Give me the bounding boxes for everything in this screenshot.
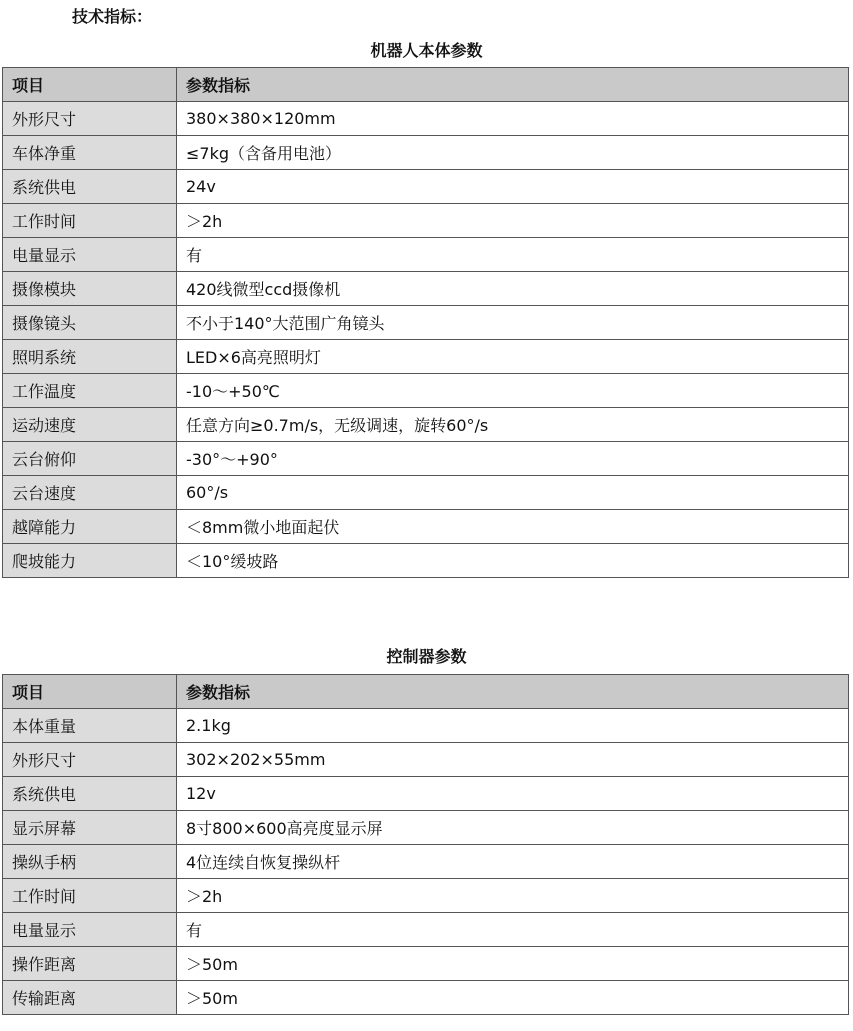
table-row	[3, 981, 849, 1015]
row-value-cell: 24v	[177, 170, 849, 204]
row-value-cell: ＜8mm微小地面起伏	[177, 510, 849, 544]
table-row	[3, 743, 849, 777]
row-value-cell: ＞2h	[177, 879, 849, 913]
table-row	[3, 306, 849, 340]
row-item-cell: 车体净重	[3, 136, 177, 170]
table-row	[3, 947, 849, 981]
row-value-cell: 有	[177, 238, 849, 272]
robot-table-body	[3, 102, 849, 578]
table-header-row	[3, 675, 849, 709]
table-row	[3, 374, 849, 408]
table-row	[3, 170, 849, 204]
row-item-cell: 操作距离	[3, 947, 177, 981]
row-value-cell: ≤7kg（含备用电池）	[177, 136, 849, 170]
row-value-cell: ＜10°缓坡路	[177, 544, 849, 578]
section-heading: 技术指标：	[72, 7, 153, 26]
header-value: 参数指标	[177, 675, 849, 709]
row-item-cell: 显示屏幕	[3, 811, 177, 845]
table-row	[3, 442, 849, 476]
row-item-cell: 系统供电	[3, 170, 177, 204]
table-row	[3, 811, 849, 845]
controller-parameters-table	[2, 674, 849, 1015]
row-item-cell: 操纵手柄	[3, 845, 177, 879]
header-item: 项目	[3, 68, 177, 102]
robot-table-caption: 机器人本体参数	[370, 41, 483, 60]
row-item-cell: 云台速度	[3, 476, 177, 510]
row-value-cell: 2.1kg	[177, 709, 849, 743]
row-value-cell: 420线微型ccd摄像机	[177, 272, 849, 306]
table-row	[3, 204, 849, 238]
row-value-cell: 任意方向≥0.7m/s，无级调速，旋转60°/s	[177, 408, 849, 442]
table-row	[3, 340, 849, 374]
row-item-cell: 系统供电	[3, 777, 177, 811]
row-item-cell: 工作时间	[3, 204, 177, 238]
controller-table-body	[3, 709, 849, 1015]
row-item-cell: 传输距离	[3, 981, 177, 1015]
table-row	[3, 238, 849, 272]
row-item-cell: 越障能力	[3, 510, 177, 544]
robot-parameters-table	[2, 67, 849, 578]
row-value-cell: ＞50m	[177, 981, 849, 1015]
controller-table-caption: 控制器参数	[386, 647, 467, 666]
table-row	[3, 136, 849, 170]
row-item-cell: 摄像模块	[3, 272, 177, 306]
row-value-cell: 8寸800×600高亮度显示屏	[177, 811, 849, 845]
table-row	[3, 709, 849, 743]
header-value: 参数指标	[177, 68, 849, 102]
row-value-cell: 60°/s	[177, 476, 849, 510]
row-item-cell: 电量显示	[3, 238, 177, 272]
row-value-cell: 有	[177, 913, 849, 947]
table-row	[3, 913, 849, 947]
table-row	[3, 777, 849, 811]
table-row	[3, 510, 849, 544]
row-value-cell: LED×6高亮照明灯	[177, 340, 849, 374]
table-row	[3, 879, 849, 913]
row-item-cell: 电量显示	[3, 913, 177, 947]
table-row	[3, 408, 849, 442]
row-item-cell: 外形尺寸	[3, 743, 177, 777]
table-row	[3, 476, 849, 510]
row-item-cell: 工作温度	[3, 374, 177, 408]
row-value-cell: 302×202×55mm	[177, 743, 849, 777]
row-value-cell: ＞2h	[177, 204, 849, 238]
row-item-cell: 云台俯仰	[3, 442, 177, 476]
table-row	[3, 845, 849, 879]
table-row	[3, 544, 849, 578]
row-item-cell: 工作时间	[3, 879, 177, 913]
row-value-cell: -30°～+90°	[177, 442, 849, 476]
row-value-cell: -10～+50℃	[177, 374, 849, 408]
table-row	[3, 272, 849, 306]
row-item-cell: 爬坡能力	[3, 544, 177, 578]
table-header-row	[3, 68, 849, 102]
row-item-cell: 摄像镜头	[3, 306, 177, 340]
row-item-cell: 运动速度	[3, 408, 177, 442]
row-item-cell: 本体重量	[3, 709, 177, 743]
row-value-cell: 不小于140°大范围广角镜头	[177, 306, 849, 340]
row-value-cell: ＞50m	[177, 947, 849, 981]
row-item-cell: 外形尺寸	[3, 102, 177, 136]
header-item: 项目	[3, 675, 177, 709]
row-value-cell: 12v	[177, 777, 849, 811]
table-row	[3, 102, 849, 136]
row-value-cell: 4位连续自恢复操纵杆	[177, 845, 849, 879]
row-value-cell: 380×380×120mm	[177, 102, 849, 136]
row-item-cell: 照明系统	[3, 340, 177, 374]
